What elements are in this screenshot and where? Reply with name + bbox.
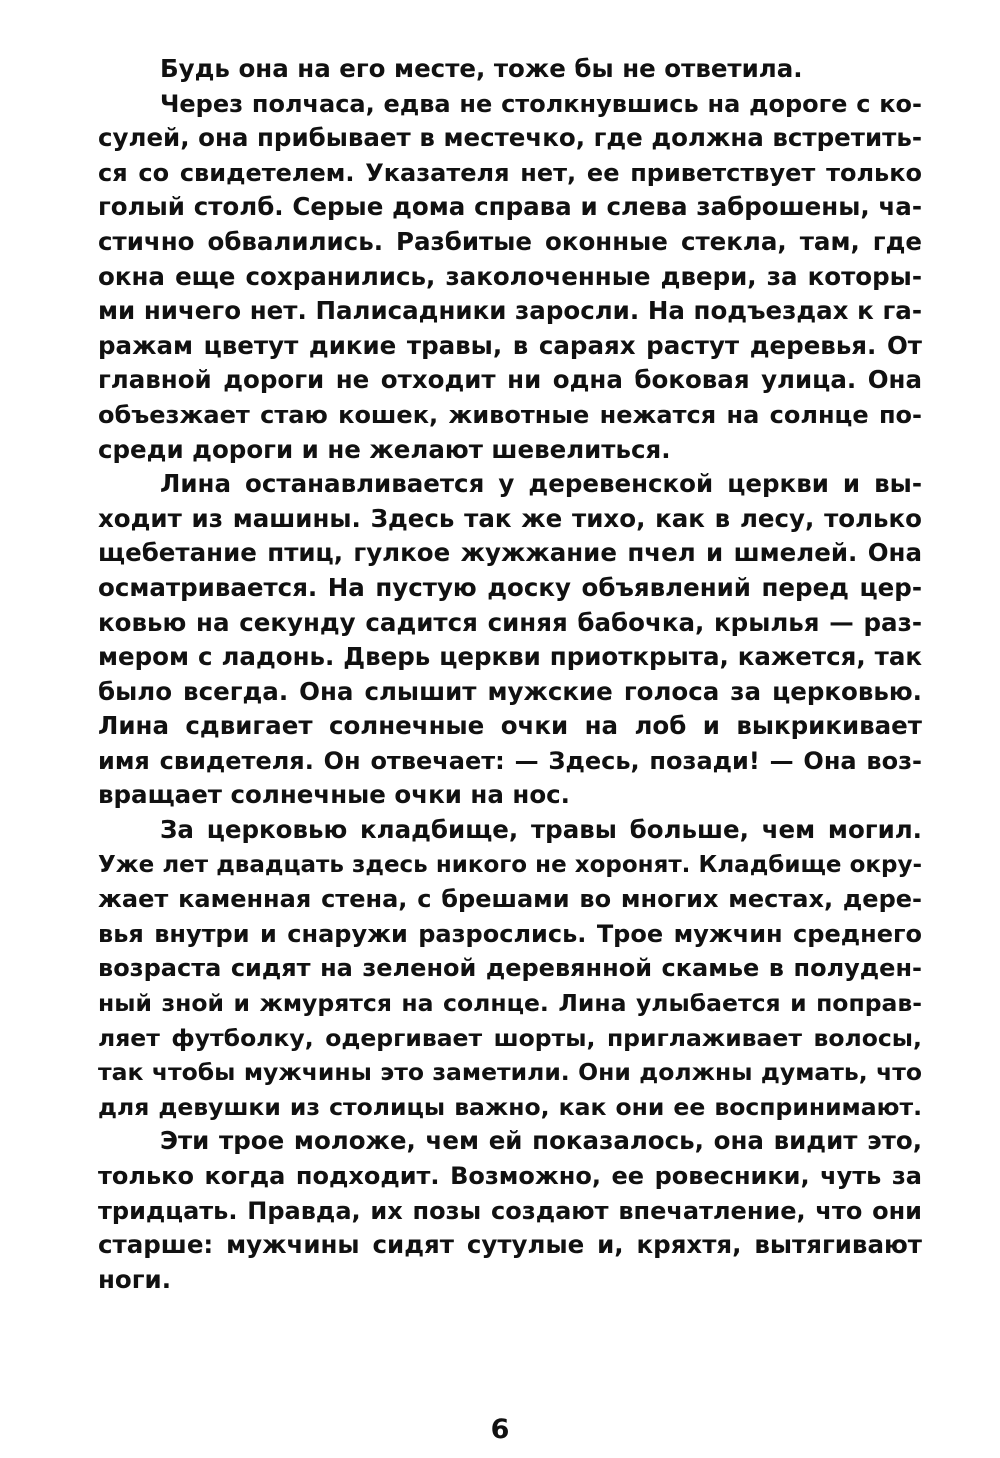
text-line: только когда подходит. Возможно, ее ровесники, чуть за [98, 1162, 922, 1190]
text-line: Лина останавливается у деревенской церкви и вы- [160, 469, 922, 499]
text-line: Будь она на его месте, тоже бы не ответила. [160, 54, 803, 83]
text-line: стично обвалились. Разбитые оконные стекла, там, где [98, 226, 922, 256]
text-line: вья внутри и снаружи разрослись. Трое мужчин среднего [98, 919, 922, 948]
body-text [98, 52, 922, 1297]
text-line: возраста сидят на зеленой деревянной скамье в полуден- [98, 954, 922, 983]
text-line: ноги. [98, 1264, 172, 1294]
text-line: объезжает стаю кошек, животные нежатся на солнце по- [98, 400, 922, 429]
text-line: Лина сдвигает солнечные очки на лоб и выкрикивает [98, 711, 922, 741]
text-line: так чтобы мужчины это заметили. Они должны думать, что [98, 1058, 922, 1087]
text-line: было всегда. Она слышит мужские голоса за церковью. [98, 676, 922, 706]
text-line: для девушки из столицы важно, как они ее воспринимают. [98, 1092, 922, 1121]
text-line: среди дороги и не желают шевелиться. [98, 434, 671, 464]
text-line: старше: мужчины сидят сутулые и, кряхтя, вытягивают [98, 1230, 922, 1260]
text-line: осматривается. На пустую доску объявлений перед цер- [98, 572, 922, 602]
text-line: щебетание птиц, гулкое жужжание пчел и шмелей. Она [98, 538, 922, 568]
text-line: ми ничего нет. Палисадники заросли. На подъездах к га- [98, 296, 922, 326]
text-line: главной дороги не отходит ни одна боковая улица. Она [98, 365, 922, 395]
text-line: ся со свидетелем. Указателя нет, ее приветствует только [98, 158, 922, 187]
text-line: За церковью кладбище, травы больше, чем могил. [160, 815, 922, 845]
text-line: ражам цветут дикие травы, в сараях растут деревья. От [98, 330, 922, 360]
page-number: 6 [490, 1414, 510, 1445]
text-line: голый столб. Серые дома справа и слева заброшены, ча- [98, 192, 922, 222]
text-line: окна еще сохранились, заколоченные двери, за которы- [98, 261, 922, 291]
text-line: мером с ладонь. Дверь церкви приоткрыта, кажется, так [98, 642, 922, 672]
text-line: тридцать. Правда, их позы создают впечатление, что они [98, 1196, 922, 1225]
text-line: ный зной и жмурятся на солнце. Лина улыбается и поправ- [98, 989, 922, 1018]
text-line: вращает солнечные очки на нос. [98, 780, 570, 810]
text-line: жает каменная стена, с брешами во многих местах, дере- [98, 885, 922, 914]
text-line: ходит из машины. Здесь так же тихо, как в лесу, только [98, 503, 922, 533]
text-line: имя свидетеля. Он отвечает: — Здесь, позади! — Она воз- [98, 746, 922, 775]
text-line: ляет футболку, одергивает шорты, приглаживает волосы, [98, 1023, 922, 1052]
text-line: Эти трое моложе, чем ей показалось, она видит это, [160, 1126, 922, 1156]
text-line: ковью на секунду садится синяя бабочка, крылья — раз- [98, 607, 922, 637]
text-line: Через полчаса, едва не столкнувшись на дороге с ко- [160, 89, 922, 118]
text-line: Уже лет двадцать здесь никого не хоронят. Кладбище окру- [98, 851, 922, 878]
text-line: сулей, она прибывает в местечко, где должна встретить- [98, 123, 922, 153]
